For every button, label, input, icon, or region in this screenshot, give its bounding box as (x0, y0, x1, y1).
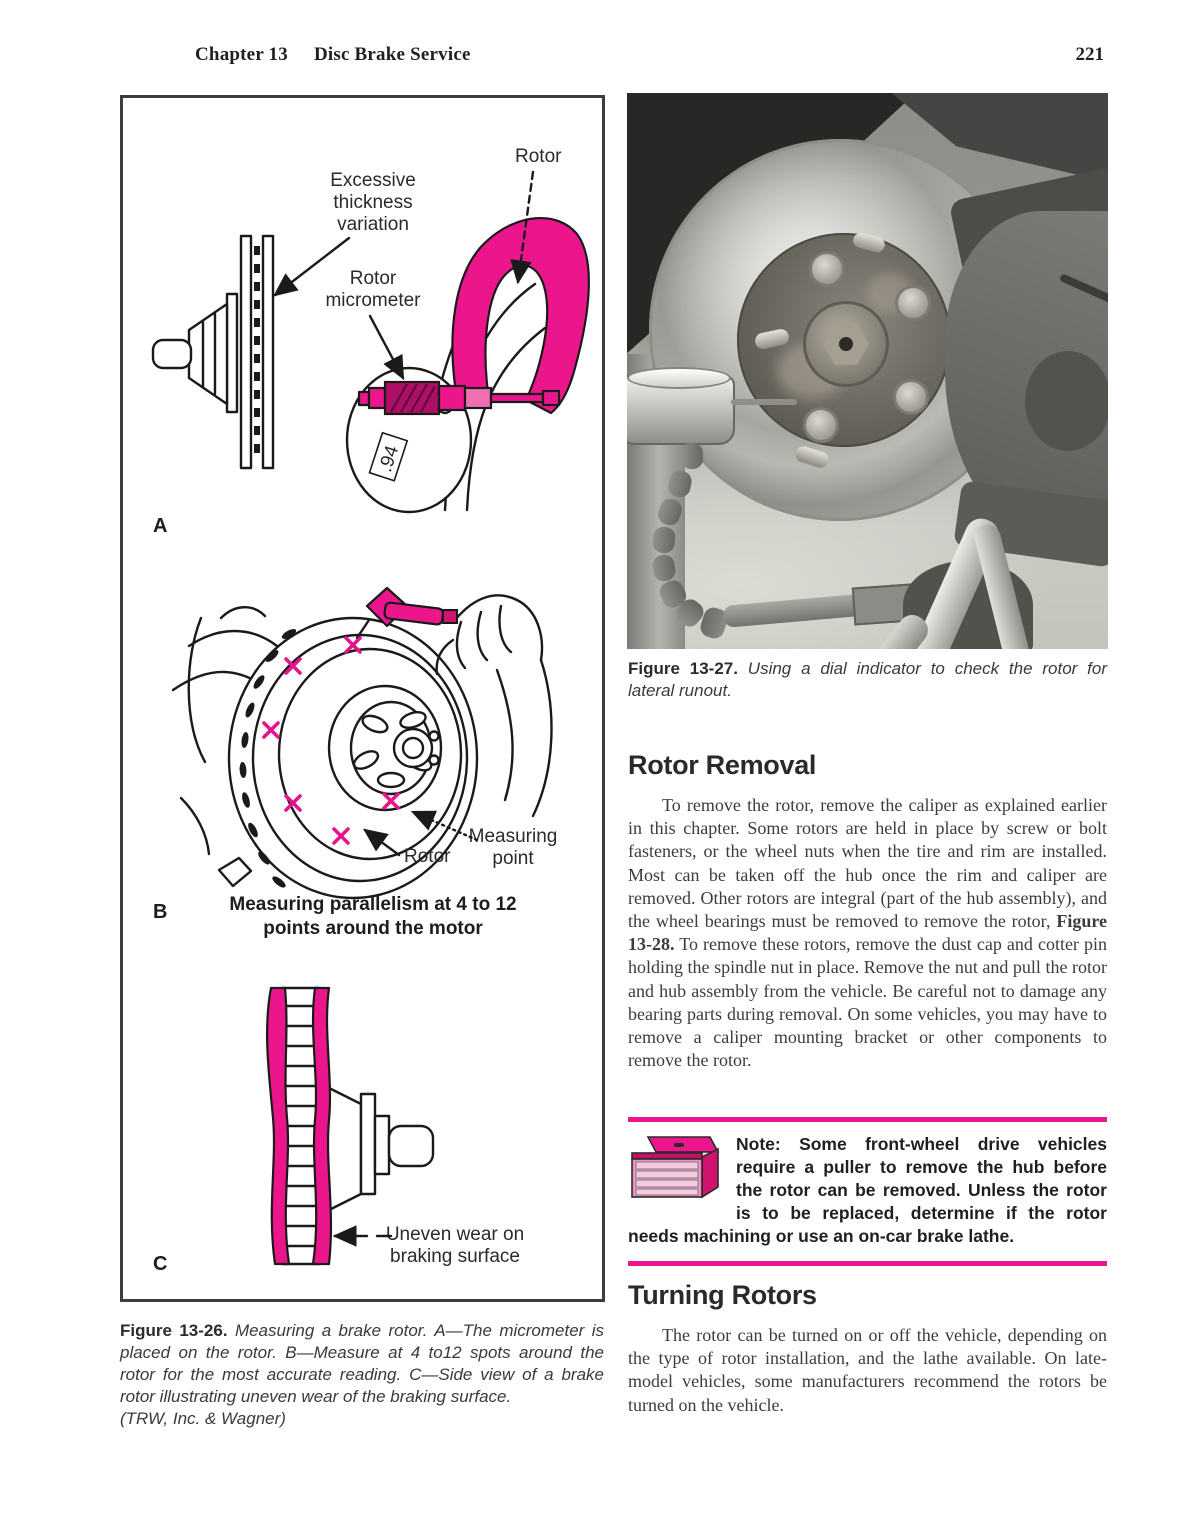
label-measuring-point-1: Measuring (468, 826, 558, 847)
figure-13-26-art (123, 98, 602, 1299)
panel-letter-b: B (153, 901, 168, 923)
chapter-number: Chapter 13 (195, 44, 288, 65)
figure-13-26-box (120, 95, 605, 1302)
label-rotor-micrometer-1: Rotor (349, 268, 397, 289)
figure-13-27-caption-text: Using a dial indicator to check the rotor for lateral runout. (628, 659, 1107, 700)
panel-a (153, 146, 589, 537)
panel-b-caption-2: points around the motor (263, 918, 483, 939)
label-uneven-wear-2: braking surface (390, 1246, 520, 1267)
running-head (195, 44, 471, 66)
rotor-micrometer (359, 382, 559, 414)
label-uneven-wear-1: Uneven wear on (385, 1224, 525, 1245)
photo-spindle-center (839, 337, 853, 351)
figure-13-27-caption (628, 658, 1107, 702)
photo-lug-nut (895, 285, 931, 321)
photo-lug-nut (809, 251, 845, 287)
label-rotor-micrometer-2: micrometer (325, 290, 421, 311)
page-number: 221 (1075, 44, 1104, 65)
heading-rotor-removal: Rotor Removal (628, 750, 817, 780)
panel-letter-a: A (153, 515, 168, 537)
panel-letter-c: C (153, 1253, 168, 1275)
heading-turning-rotors: Turning Rotors (628, 1280, 817, 1310)
label-excessive-1: Excessive (330, 170, 416, 191)
figure-13-26-caption-label: Figure 13-26. (120, 1321, 228, 1340)
panel-b-caption-1: Measuring parallelism at 4 to 12 (229, 894, 517, 915)
chapter-title: Disc Brake Service (313, 44, 471, 65)
photo-caliper-window (1025, 351, 1108, 451)
label-measuring-point-2: point (492, 848, 534, 869)
photo-dial-top (627, 367, 731, 389)
panel-c (153, 988, 524, 1275)
photo-lug-nut (893, 379, 929, 415)
figure-13-26-caption-text: Measuring a brake rotor. A—The micrometer is placed on the rotor. B—Measure at 4 to12 spots around the rotor for the most accurate reading. C—Side view of a brake rotor illustrating uneven wear of the braking surface. (120, 1321, 604, 1406)
worn-surface-left (267, 988, 289, 1264)
micrometer-reading: .94 (375, 443, 404, 475)
photo-flex-arm (681, 443, 703, 469)
worn-surface-right (313, 988, 331, 1264)
figure-13-27-photo (627, 93, 1108, 649)
label-rotor-b: Rotor (404, 846, 451, 867)
note-box (628, 1117, 1107, 1266)
rotor-removal-text-1: To remove the rotor, remove the caliper as explained earlier in this chapter. Some rotors are held in place by screw or bolt fasteners, or the wheel nuts when the tire and rim are installed. Most can be taken off the hub once the rim and caliper are removed. Other rotors are integral (part of the hub assembly), and the wheel bearings must be removed to remove the rotor, (628, 795, 1107, 932)
figure-13-26-caption (120, 1320, 604, 1430)
rotor-removal-paragraph (628, 794, 1107, 1072)
turning-rotors-paragraph: The rotor can be turned on or off the vehicle, depending on the type of rotor installation, and the lathe available. On late-model vehicles, some manufacturers recommend the rotors be turned on the vehicle. (628, 1325, 1107, 1415)
figure-13-27-caption-label: Figure 13-27. (628, 659, 738, 678)
panel-b (153, 588, 557, 939)
label-excessive-3: variation (337, 214, 409, 235)
figure-13-28-reference: Figure 13-28. (628, 911, 1107, 955)
label-rotor-a: Rotor (515, 146, 562, 167)
note-text: Note: Some front-wheel drive vehicles require a puller to remove the hub before the rotor can be removed. Unless the rotor is to be replaced, determine if the rotor needs machining or use an on-car brake lathe. (628, 1134, 1107, 1246)
photo-dial-probe (731, 399, 797, 405)
photo-lug-nut (803, 407, 839, 443)
rotor-removal-text-2: To remove these rotors, remove the dust cap and cotter pin holding the spindle nut in place. Remove the nut and pull the rotor and hub assembly from the vehicle. Be careful not to damage any bearing parts during removal. On some vehicles, you may have to remove a caliper mounting bracket or other components to remove the rotor. (628, 934, 1107, 1071)
label-excessive-2: thickness (333, 192, 413, 213)
rotor-micrometer-frame (452, 218, 588, 413)
toolbox-icon (630, 1135, 722, 1201)
figure-13-26-credit: (TRW, Inc. & Wagner) (120, 1409, 286, 1428)
